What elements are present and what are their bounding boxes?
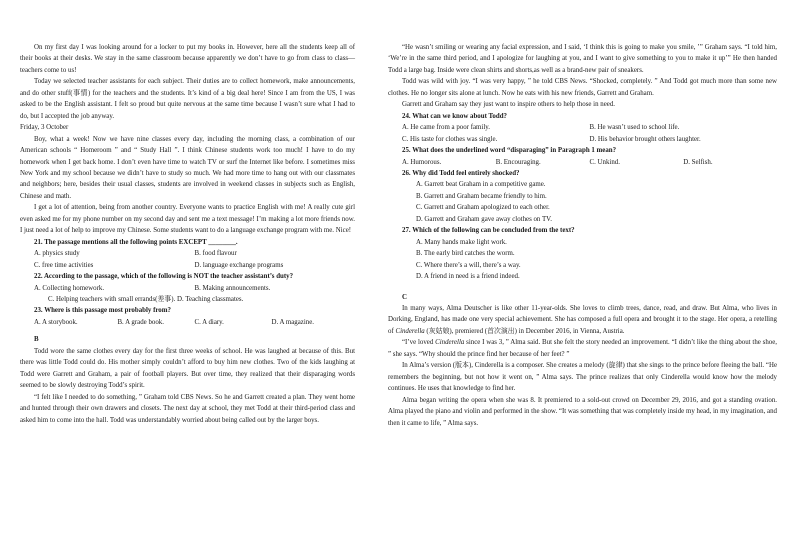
passage-a-paragraph-2: Today we selected teacher assistants for each subject. Their duties are to collect homework, make announcements, and do other stuff(事情) for the teachers and the students. It’s kind of a big deal here! Since I am from the US, I was asked to be the English assistant. I felt so proud but quite nervous at the same time because I wasn’t sure what I had to do, but I accepted the job anyway. <box>20 78 355 120</box>
passage-c-paragraph-3: In Alma’s version (版本), Cinderella is a composer. She creates a melody (旋律) that she sings to the prince before fleeing the ball. “He remembers the beginning, but not how it went on, ” Alma says. The prince realizes that only Cinderella would know how the melody continues. He uses that knowledge to find her. <box>388 362 777 393</box>
question-23-option-c[interactable]: C. A diary. <box>194 318 224 326</box>
question-23-options <box>20 317 355 328</box>
question-21-options-row-2 <box>20 260 355 271</box>
question-27-stem: 27. Which of the following can be concluded from the text? <box>402 227 575 235</box>
passage-c-p2-text-a: “I’ve loved <box>402 339 436 347</box>
question-26-option-d[interactable]: D. Garrett and Graham gave away clothes on TV. <box>416 215 552 223</box>
passage-a-paragraph-4: I get a lot of attention, being from another country. Everyone wants to practice English with me! A really cute girl even asked me for my phone number on my second day and sent me a text message! I’m making a lot more friends now. I just need a lot of help to improve my Chinese. Some students want to do a language exchange program with me. Nice! <box>20 204 355 235</box>
question-26-stem: 26. Why did Todd feel entirely shocked? <box>402 169 520 177</box>
question-25-option-d[interactable]: D. Selfish. <box>683 158 713 166</box>
question-24-stem: 24. What can we know about Todd? <box>402 112 507 120</box>
question-21-option-c[interactable]: C. free time activities <box>34 261 94 269</box>
question-25-stem: 25. What does the underlined word “disparaging” in Paragraph 1 mean? <box>402 147 617 155</box>
passage-c-p2-text-b: since I was 3, ” Alma said. But she felt the story needed an improvement. “I didn’t like the thing about the shoe, ” she says. “Why should the prince find her because of her feet? ” <box>388 339 778 358</box>
question-23-stem: 23. Where is this passage most probably from? <box>34 307 171 315</box>
question-27-option-b[interactable]: B. The early bird catches the worm. <box>416 250 515 258</box>
passage-b-paragraph-4: Todd was wild with joy. “I was very happy, ” he told CBS News. “Shocked, completely. ” And Todd got much more than some new clothes. He no longer sits alone at lunch. Now he eats with his new friends, Garrett and Graham. <box>388 78 777 97</box>
question-27-option-a[interactable]: A. Many hands make light work. <box>416 238 507 246</box>
question-27-option-d[interactable]: D. A friend in need is a friend indeed. <box>416 273 520 281</box>
question-21-option-a[interactable]: A. physics study <box>34 250 80 258</box>
passage-c-p1-title: Cinderella <box>395 327 425 335</box>
question-26-option-c[interactable]: C. Garrett and Graham apologized to each other. <box>416 204 550 212</box>
passage-c-paragraph-4: Alma began writing the opera when she was 8. It premiered to a sold-out crowd on December 29, 2016, and got a standing ovation. Alma played the piano and violin and performed in the show. “It was something that was completely inside my head, in my imagination, and then it came to life, ” Alma says. <box>388 396 777 427</box>
question-27-option-c[interactable]: C. Where there’s a will, there’s a way. <box>416 261 521 269</box>
question-24-option-b[interactable]: B. He wasn’t used to school life. <box>589 124 680 132</box>
passage-c-paragraph-1 <box>388 303 777 337</box>
question-24-options-row-2 <box>388 134 777 145</box>
question-24-option-d[interactable]: D. His behavior brought others laughter. <box>589 135 701 143</box>
question-25-option-c[interactable]: C. Unkind. <box>589 158 620 166</box>
passage-a-paragraph-3: Boy, what a week! Now we have nine classes every day, including the morning class, a combination of our American schools “ Homeroom ” and “ Study Hall ”. I think Chinese students work too much! I have to do my homework when I get back home. I don’t even have time to watch TV or surf the Internet like before. I sometimes miss New York and my school because we didn’t have to study so much. We had more time to hang out with our classmates and neighbors; here, besides their usual classes, students are involved in weekend classes in subjects such as English, Chinese and math. <box>20 135 355 200</box>
diary-date: Friday, 3 October <box>20 124 69 132</box>
passage-c-paragraph-2 <box>388 337 777 360</box>
passage-b-paragraph-3: “He wasn’t smiling or wearing any facial expression, and I said, ‘I think this is going to make you smile, ’” Graham says. “I told him, ‘We’re in the same third period, and I apologize for laughing at you, and I want to give something to you to make it up’” He then handed Todd a large bag. Inside were clean shirts and shorts,as well as a brand-new pair of sneakers. <box>388 44 777 74</box>
question-26-option-a[interactable]: A. Garrett beat Graham in a competitive game. <box>416 181 546 189</box>
right-column <box>388 42 777 429</box>
passage-b-paragraph-1: Todd wore the same clothes every day for the first three weeks of school. He was laughed at because of this. But there was little Todd could do. His mother simply couldn’t afford to buy him new clothes. Two of the kids laughing at Todd were Garrett and Graham, a pair of football players. But over time, they realized that their disparaging words seemed to be slowly destroying Todd’s spirit. <box>20 347 355 390</box>
question-25-option-b[interactable]: B. Encouraging. <box>495 158 541 166</box>
question-24-option-c[interactable]: C. His taste for clothes was single. <box>402 135 498 143</box>
question-23-option-a[interactable]: A. A storybook. <box>34 318 78 326</box>
question-26-option-b[interactable]: B. Garrett and Graham became friendly to him. <box>416 192 547 200</box>
question-23-option-b[interactable]: B. A grade book. <box>117 318 164 326</box>
passage-c-p1-text-a: In many ways, Alma Deutscher is like other 11-year-olds. She loves to climb trees, dance, read, and draw. But Alma, who lives in Dorking, England, has made one very special achievement. She has composed a full opera and brought it to the stage. Her opera, a retelling of <box>388 304 777 335</box>
passage-c-p1-text-b: (灰姑娘), premiered (首次演出) in December 2016, in Vienna, Austria. <box>424 327 625 335</box>
passage-a-paragraph-1: On my first day I was looking around for a locker to put my books in. However, here all the students keep all of their books at their desks. We stay in the same classroom because apparently we don’t have to go from class to class—teachers come to us! <box>20 44 355 74</box>
question-22-options-row-1 <box>20 283 355 294</box>
left-column <box>20 42 355 426</box>
section-c-heading: C <box>402 293 407 301</box>
question-21-option-d[interactable]: D. language exchange programs <box>194 261 284 269</box>
passage-c-p2-title: Cinderella <box>435 339 465 347</box>
spacer <box>388 283 777 292</box>
question-21-option-b[interactable]: B. food flavour <box>194 250 237 258</box>
question-22-option-a[interactable]: A. Collecting homework. <box>34 284 105 292</box>
section-b-heading: B <box>34 336 39 344</box>
question-25-option-a[interactable]: A. Humorous. <box>402 158 442 166</box>
passage-b-paragraph-2: “I felt like I needed to do something, ” Graham told CBS News. So he and Garrett created a plan. They went home and hunted through their own drawers and closets. The next day at school, they met Todd at their third-period class and asked him to come into the hall. Todd was understandably worried about being called out by the larger boys. <box>20 393 355 424</box>
question-25-options <box>388 157 777 168</box>
question-22-options-row-2[interactable]: C. Helping teachers with small errands(差事). D. Teaching classmates. <box>48 295 244 303</box>
question-21-stem: 21. The passage mentions all the following points EXCEPT ________. <box>34 238 238 246</box>
passage-b-paragraph-5: Garrett and Graham say they just want to inspire others to help those in need. <box>402 101 615 109</box>
question-24-option-a[interactable]: A. He came from a poor family. <box>402 124 490 132</box>
question-24-options-row-1 <box>388 122 777 133</box>
question-23-option-d[interactable]: D. A magazine. <box>271 318 314 326</box>
question-22-option-b[interactable]: B. Making announcements. <box>194 284 271 292</box>
question-22-stem: 22. According to the passage, which of the following is NOT the teacher assistant’s duty? <box>34 273 294 281</box>
question-21-options-row-1 <box>20 248 355 259</box>
